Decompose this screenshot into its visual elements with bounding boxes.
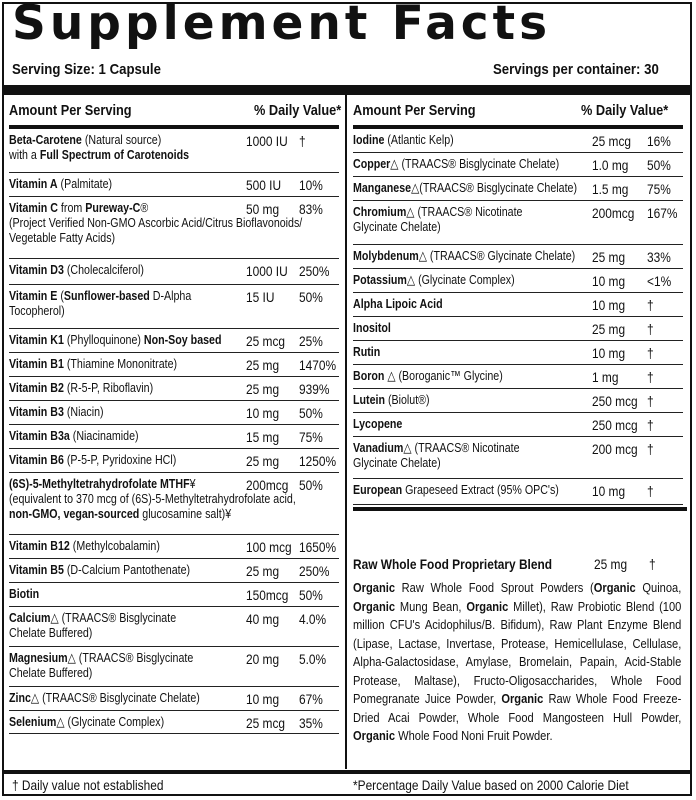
nutrient-name xyxy=(9,650,193,680)
text-segment: with a xyxy=(9,147,40,162)
text-segment: △ (TRAACS® Bisglycinate xyxy=(50,610,177,625)
nutrient-amount: 250 mcg xyxy=(592,393,638,409)
nutrient-name xyxy=(9,538,160,553)
nutrient-daily-value: † xyxy=(647,483,654,499)
nutrient-amount: 15 IU xyxy=(246,289,275,305)
nutrient-daily-value: 83% xyxy=(299,201,323,217)
nutrient-daily-value: 35% xyxy=(299,715,323,731)
bold-text: Selenium xyxy=(9,714,57,729)
nutrient-amount: 1 mg xyxy=(592,369,619,385)
nutrient-row xyxy=(353,293,683,317)
bold-text: Vitamin K1 xyxy=(9,332,64,347)
nutrient-row xyxy=(9,259,339,285)
bold-text: European xyxy=(353,482,403,497)
nutrient-amount: 15 mg xyxy=(246,429,280,445)
bold-text: Non-Soy based xyxy=(143,332,222,347)
nutrient-name xyxy=(353,156,559,171)
text-segment: Millet), Raw Probiotic Blend (100 million CFU's Acidophilus/B. Bifidum), Raw Plant Enzyme Blend (Lipase, Lactase, Invertase, Protease, Hemicellulase, Cellulase, Alpha-Galactosidase, Amylase, Bromelain, Papain, Acid-Stable Protease, Maltase), Fructo-Oligosaccharides, Whole Food Pomegranate Juice Powder, xyxy=(353,598,682,706)
nutrient-name xyxy=(353,368,503,383)
nutrient-name xyxy=(353,180,577,195)
nutrient-row xyxy=(9,129,339,173)
bold-text: Vitamin B3 xyxy=(9,404,64,419)
nutrient-row xyxy=(9,329,339,353)
text-segment: (Phylloquinone) xyxy=(63,332,144,347)
text-segment: (equivalent to 370 mcg of (6S)-5-Methyltetrahydrofolate acid, xyxy=(9,491,296,506)
nutrient-daily-value: 250% xyxy=(299,563,330,579)
nutrient-amount: 200 mcg xyxy=(592,441,638,457)
nutrient-daily-value: † xyxy=(299,133,306,149)
nutrient-name xyxy=(9,132,189,162)
nutrient-amount: 25 mg xyxy=(592,249,626,265)
right-nutrient-list xyxy=(353,129,683,505)
text-segment: △ (TRAACS® Glycinate Chelate) xyxy=(418,248,576,263)
text-segment: D-Alpha xyxy=(149,288,192,303)
bold-text: Organic xyxy=(501,691,544,706)
bold-text: Vitamin B6 xyxy=(9,452,64,467)
bold-text: Sunflower-based xyxy=(63,288,150,303)
nutrient-row xyxy=(353,153,683,177)
nutrient-row xyxy=(353,177,683,201)
bold-text: Pureway-C xyxy=(85,200,141,215)
nutrient-amount: 10 mg xyxy=(246,405,280,421)
left-header-amount: Amount Per Serving xyxy=(9,102,132,119)
nutrient-name xyxy=(9,288,191,318)
nutrient-amount: 25 mg xyxy=(246,381,280,397)
nutrient-amount: 50 mg xyxy=(246,201,280,217)
bold-text: Magnesium xyxy=(9,650,68,665)
nutrient-daily-value: 16% xyxy=(647,133,671,149)
text-segment: △ (TRAACS® Bisglycinate Chelate) xyxy=(30,690,200,705)
nutrient-name xyxy=(9,176,112,191)
nutrient-amount: 1.0 mg xyxy=(592,157,629,173)
text-segment: ( xyxy=(57,288,64,303)
bold-text: Rutin xyxy=(353,344,381,359)
text-segment: Mung Bean, xyxy=(395,598,467,614)
nutrient-row xyxy=(9,473,339,535)
nutrient-daily-value: 5.0% xyxy=(299,651,327,667)
nutrient-name xyxy=(9,714,164,729)
nutrient-row xyxy=(9,377,339,401)
bold-text: Vitamin B12 xyxy=(9,538,70,553)
nutrient-daily-value: † xyxy=(647,393,654,409)
nutrient-amount: 150mcg xyxy=(246,587,289,603)
nutrient-row xyxy=(9,583,339,607)
bold-text: Vitamin E xyxy=(9,288,58,303)
nutrient-row xyxy=(353,389,683,413)
nutrient-row xyxy=(9,173,339,197)
bold-text: Iodine xyxy=(353,132,385,147)
nutrient-daily-value: † xyxy=(647,417,654,433)
nutrient-amount: 10 mg xyxy=(592,345,626,361)
nutrient-row xyxy=(353,269,683,293)
bold-text: Organic xyxy=(353,598,396,614)
nutrient-name xyxy=(9,690,200,705)
left-header xyxy=(9,95,342,129)
bold-text: Boron xyxy=(353,368,385,383)
serving-size: Serving Size: 1 Capsule xyxy=(12,61,161,78)
text-segment: Glycinate Chelate) xyxy=(353,219,441,234)
nutrient-row xyxy=(353,365,683,389)
bold-text: Vitamin A xyxy=(9,176,58,191)
nutrient-row xyxy=(9,353,339,377)
blend-amount: 25 mg xyxy=(594,556,628,572)
nutrient-daily-value: 75% xyxy=(299,429,323,445)
nutrient-amount: 1000 IU xyxy=(246,133,288,149)
right-header-amount: Amount Per Serving xyxy=(353,102,476,119)
text-segment: (P-5-P, Pyridoxine HCl) xyxy=(63,452,177,467)
text-segment: △ (Boroganic™ Glycine) xyxy=(384,368,503,383)
nutrient-amount: 1.5 mg xyxy=(592,181,629,197)
text-segment: Grapeseed Extract (95% OPC's) xyxy=(402,482,559,497)
nutrient-row xyxy=(9,425,339,449)
nutrient-name xyxy=(353,132,454,147)
bold-text: Vitamin B1 xyxy=(9,356,64,371)
text-segment: glucosamine salt) xyxy=(139,506,226,521)
blend-description xyxy=(353,579,681,746)
nutrient-name xyxy=(9,356,177,371)
nutrient-name xyxy=(353,272,515,287)
nutrient-amount: 25 mg xyxy=(246,453,280,469)
servings-per-container: Servings per container: 30 xyxy=(493,61,659,78)
nutrient-amount: 25 mcg xyxy=(592,133,632,149)
left-column xyxy=(9,95,342,734)
nutrient-daily-value: 10% xyxy=(299,177,323,193)
bold-text: Inositol xyxy=(353,320,391,335)
text-segment: Chelate Buffered) xyxy=(9,625,93,640)
bold-text: Calcium xyxy=(9,610,51,625)
text-segment: Raw Whole Food Sprout Powders ( xyxy=(395,580,594,595)
nutrient-name xyxy=(9,452,176,467)
column-divider xyxy=(345,95,347,769)
bold-text: Vanadium xyxy=(353,440,404,455)
nutrient-row xyxy=(9,647,339,687)
text-segment: Raw Whole Food Freeze-Dried Acai Powder, Whole Food Mangosteen Hull Powder, xyxy=(353,691,682,725)
right-header xyxy=(353,95,683,129)
nutrient-amount: 40 mg xyxy=(246,611,280,627)
text-segment: △ (TRAACS® Bisglycinate Chelate) xyxy=(390,156,560,171)
text-segment: (Methylcobalamin) xyxy=(69,538,160,553)
nutrient-row xyxy=(353,437,683,479)
nutrient-daily-value: <1% xyxy=(647,273,672,289)
nutrient-daily-value: 4.0% xyxy=(299,611,327,627)
text-segment: △(TRAACS® Bisglycinate Chelate) xyxy=(411,180,578,195)
text-segment: (Project Verified Non-GMO Ascorbic Acid/Citrus Bioflavonoids/ xyxy=(9,215,303,230)
text-segment: (Niacin) xyxy=(63,404,104,419)
nutrient-name xyxy=(353,482,559,497)
bold-text: Vitamin B3a xyxy=(9,428,70,443)
nutrient-amount: 500 IU xyxy=(246,177,282,193)
thick-divider xyxy=(2,85,692,95)
panel-title: Supplement Facts xyxy=(12,0,552,51)
bold-text: Vitamin B5 xyxy=(9,562,64,577)
footnote-calorie-diet: *Percentage Daily Value based on 2000 Calorie Diet xyxy=(353,777,629,793)
nutrient-daily-value: 75% xyxy=(647,181,671,197)
nutrient-row xyxy=(353,129,683,153)
bold-text: Alpha Lipoic Acid xyxy=(353,296,443,311)
text-segment: Whole Food Noni Fruit Powder. xyxy=(395,728,553,743)
nutrient-name xyxy=(353,344,380,359)
nutrient-amount: 200mcg xyxy=(246,477,289,493)
bold-text: Manganese xyxy=(353,180,412,195)
bold-text: Vitamin D3 xyxy=(9,262,64,277)
nutrient-daily-value: 67% xyxy=(299,691,323,707)
nutrient-daily-value: † xyxy=(647,369,654,385)
nutrient-daily-value: † xyxy=(647,321,654,337)
nutrient-name xyxy=(353,392,430,407)
bold-text: Biotin xyxy=(9,586,40,601)
nutrient-daily-value: 250% xyxy=(299,263,330,279)
nutrient-amount: 10 mg xyxy=(592,483,626,499)
text-segment: (Natural source) xyxy=(81,132,162,147)
text-segment: (Biolut®) xyxy=(384,392,430,407)
bold-text: Zinc xyxy=(9,690,31,705)
bold-text: Organic xyxy=(353,580,396,595)
nutrient-row xyxy=(353,245,683,269)
right-header-dv: % Daily Value* xyxy=(581,102,669,119)
text-segment: Tocopherol) xyxy=(9,303,65,318)
nutrient-name xyxy=(9,586,39,601)
footnote-daily-value: † Daily value not established xyxy=(12,777,164,793)
left-header-dv: % Daily Value* xyxy=(254,102,342,119)
text-segment: ¥ xyxy=(189,476,196,491)
nutrient-amount: 25 mg xyxy=(592,321,626,337)
bold-text: Organic xyxy=(593,580,636,595)
text-segment: △ (TRAACS® Nicotinate xyxy=(406,204,523,219)
nutrient-row xyxy=(9,197,339,259)
nutrient-row xyxy=(9,607,339,647)
nutrient-name xyxy=(9,562,190,577)
nutrient-daily-value: 1650% xyxy=(299,539,337,555)
nutrient-name xyxy=(353,416,402,431)
nutrient-row xyxy=(353,341,683,365)
nutrient-daily-value: † xyxy=(647,345,654,361)
bold-text: Copper xyxy=(353,156,391,171)
bold-text: Beta-Carotene xyxy=(9,132,82,147)
nutrient-row xyxy=(353,201,683,245)
nutrient-amount: 25 mcg xyxy=(246,715,286,731)
nutrient-row xyxy=(9,449,339,473)
bold-text: Lycopene xyxy=(353,416,403,431)
text-segment: ¥ xyxy=(225,506,232,521)
text-segment: (Thiamine Mononitrate) xyxy=(63,356,178,371)
nutrient-daily-value: 167% xyxy=(647,205,678,221)
nutrient-name xyxy=(353,204,522,234)
nutrient-row xyxy=(353,479,683,505)
nutrient-amount: 10 mg xyxy=(246,691,280,707)
text-segment: (Niacinamide) xyxy=(69,428,139,443)
bold-text: Organic xyxy=(353,728,396,743)
nutrient-amount: 25 mcg xyxy=(246,333,286,349)
text-segment: (Atlantic Kelp) xyxy=(384,132,454,147)
nutrient-daily-value: 50% xyxy=(299,289,323,305)
nutrient-amount: 200mcg xyxy=(592,205,635,221)
nutrient-row xyxy=(353,413,683,437)
nutrient-daily-value: † xyxy=(647,297,654,313)
nutrient-amount: 1000 IU xyxy=(246,263,288,279)
bold-text: Full Spectrum of Carotenoids xyxy=(39,147,190,162)
nutrient-amount: 20 mg xyxy=(246,651,280,667)
text-segment: Quinoa, xyxy=(635,580,682,595)
text-segment: △ (TRAACS® Nicotinate xyxy=(403,440,520,455)
nutrient-row xyxy=(353,317,683,341)
bold-text: Vitamin C xyxy=(9,200,58,215)
nutrient-name xyxy=(9,262,144,277)
bold-text: non-GMO, vegan-sourced xyxy=(9,506,140,521)
nutrient-name xyxy=(9,404,104,419)
nutrient-daily-value: 33% xyxy=(647,249,671,265)
nutrient-amount: 100 mcg xyxy=(246,539,292,555)
nutrient-row xyxy=(9,285,339,329)
bottom-thick-divider xyxy=(2,770,692,774)
nutrient-name xyxy=(9,428,139,443)
nutrient-daily-value: 50% xyxy=(647,157,671,173)
bold-text: Vitamin B2 xyxy=(9,380,64,395)
bold-text: Organic xyxy=(466,598,509,614)
blend-dv: † xyxy=(649,556,656,572)
bold-text: Chromium xyxy=(353,204,407,219)
nutrient-name xyxy=(9,332,221,347)
nutrient-row xyxy=(9,401,339,425)
nutrient-daily-value: 50% xyxy=(299,477,323,493)
nutrient-name xyxy=(353,440,520,470)
text-segment: ® xyxy=(140,200,149,215)
text-segment: Glycinate Chelate) xyxy=(353,455,441,470)
nutrient-daily-value: 50% xyxy=(299,587,323,603)
nutrient-row xyxy=(9,687,339,711)
right-thick-divider xyxy=(353,507,687,511)
bold-text: Lutein xyxy=(353,392,385,407)
text-segment: (Cholecalciferol) xyxy=(63,262,144,277)
nutrient-daily-value: 1250% xyxy=(299,453,337,469)
nutrient-name xyxy=(353,248,575,263)
nutrient-daily-value: 939% xyxy=(299,381,330,397)
text-segment: (R-5-P, Riboflavin) xyxy=(63,380,154,395)
text-segment: Chelate Buffered) xyxy=(9,665,93,680)
text-segment: △ (Glycinate Complex) xyxy=(406,272,515,287)
nutrient-name xyxy=(9,380,153,395)
nutrient-amount: 250 mcg xyxy=(592,417,638,433)
nutrient-amount: 10 mg xyxy=(592,273,626,289)
nutrient-row xyxy=(9,711,339,734)
bold-text: Molybdenum xyxy=(353,248,419,263)
nutrient-amount: 25 mg xyxy=(246,563,280,579)
bold-text: (6S)-5-Methyltetrahydrofolate MTHF xyxy=(9,476,190,491)
nutrient-name xyxy=(353,296,443,311)
bold-text: Potassium xyxy=(353,272,407,287)
nutrient-daily-value: † xyxy=(647,441,654,457)
text-segment: △ (TRAACS® Bisglycinate xyxy=(67,650,194,665)
text-segment: from xyxy=(57,200,86,215)
nutrient-amount: 25 mg xyxy=(246,357,280,373)
nutrient-row xyxy=(9,559,339,583)
right-column xyxy=(353,95,683,743)
nutrient-daily-value: 25% xyxy=(299,333,323,349)
blend-title: Raw Whole Food Proprietary Blend xyxy=(353,556,553,572)
nutrient-daily-value: 50% xyxy=(299,405,323,421)
nutrient-daily-value: 1470% xyxy=(299,357,337,373)
nutrient-amount: 10 mg xyxy=(592,297,626,313)
text-segment: (D-Calcium Pantothenate) xyxy=(63,562,191,577)
text-segment: (Palmitate) xyxy=(57,176,113,191)
text-segment: Vegetable Fatty Acids) xyxy=(9,230,116,245)
nutrient-row xyxy=(9,535,339,559)
left-nutrient-list xyxy=(9,129,339,734)
nutrient-name xyxy=(353,320,391,335)
text-segment: △ (Glycinate Complex) xyxy=(56,714,165,729)
nutrient-name xyxy=(9,610,176,640)
